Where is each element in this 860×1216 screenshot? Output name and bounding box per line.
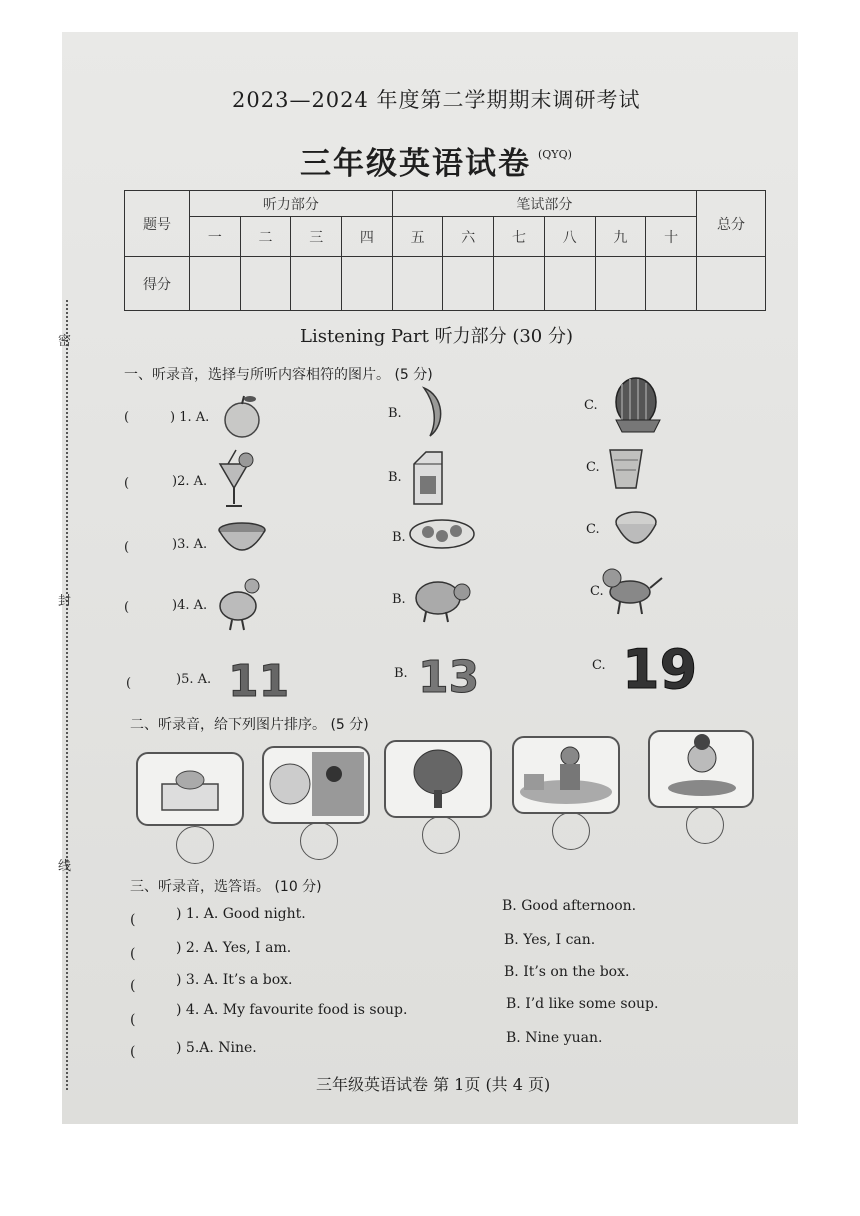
q4-option-a: ) 4. A. My favourite food is soup.	[176, 1002, 408, 1018]
score-cell[interactable]	[646, 257, 697, 311]
answer-paren: (	[130, 978, 136, 994]
answer-paren: (	[126, 676, 132, 691]
answer-paren: (	[130, 1012, 136, 1028]
answer-paren: (	[130, 946, 136, 962]
banana-picture[interactable]	[414, 384, 450, 440]
order-answer-circle[interactable]	[300, 822, 338, 860]
girl-eating-picture[interactable]	[648, 730, 754, 808]
score-cell[interactable]	[443, 257, 494, 311]
binding-label-3: 线	[58, 859, 72, 874]
soup-bowl-picture[interactable]	[216, 520, 268, 564]
section3-heading: 三、听录音，选答语。 (10 分)	[130, 879, 322, 895]
tree-picture[interactable]	[384, 740, 492, 818]
listening-part-heading: Listening Part 听力部分 (30 分)	[300, 326, 574, 347]
score-cell[interactable]	[494, 257, 545, 311]
q3-option-a: ) 3. A. It’s a box.	[176, 972, 293, 988]
answer-paren: (	[130, 1044, 136, 1060]
q1-b-label: B.	[388, 406, 402, 421]
binding-line	[66, 300, 74, 1090]
q4-label: )4. A.	[172, 598, 208, 613]
col-9: 九	[595, 217, 646, 257]
q3-b-label: B.	[392, 530, 406, 545]
order-answer-circle[interactable]	[422, 816, 460, 854]
q5-option-a: ) 5.A. Nine.	[176, 1040, 257, 1056]
exam-title: 2023—2024 年度第二学期期末调研考试	[232, 88, 641, 112]
q5-c-label: C.	[592, 658, 606, 673]
col-5: 五	[392, 217, 443, 257]
q2-c-label: C.	[586, 460, 600, 475]
section1-heading: 一、听录音，选择与所听内容相符的图片。 (5 分)	[124, 367, 433, 383]
number-19-picture[interactable]	[620, 632, 698, 701]
chicken-picture[interactable]	[214, 572, 264, 632]
cat-in-box-picture[interactable]	[136, 752, 244, 826]
q2-option-a: ) 2. A. Yes, I am.	[176, 940, 292, 956]
q4-c-label: C.	[590, 584, 604, 599]
total-score-cell[interactable]	[697, 257, 766, 311]
number-13-text: 13	[418, 652, 480, 703]
order-answer-circle[interactable]	[686, 806, 724, 844]
q4-b-label: B.	[392, 592, 406, 607]
score-cell[interactable]	[291, 257, 342, 311]
dog-picture[interactable]	[600, 562, 664, 616]
answer-paren: (	[130, 912, 136, 928]
total-label: 总分	[697, 191, 766, 257]
col-1: 一	[190, 217, 241, 257]
q3-option-b: B. It’s on the box.	[504, 964, 630, 980]
number-13-picture[interactable]	[416, 646, 480, 703]
answer-paren: (	[124, 410, 130, 425]
q1-option-a: ) 1. A. Good night.	[176, 906, 306, 922]
col-8: 八	[544, 217, 595, 257]
question-number-label: 题号	[125, 191, 190, 257]
face-food-picture[interactable]	[262, 746, 370, 824]
q3-c-label: C.	[586, 522, 600, 537]
watermelon-picture[interactable]	[608, 374, 666, 434]
q3-label: )3. A.	[172, 537, 208, 552]
col-10: 十	[646, 217, 697, 257]
score-table	[124, 190, 766, 311]
order-answer-circle[interactable]	[552, 812, 590, 850]
q4-option-b: B. I’d like some soup.	[506, 996, 659, 1012]
pig-picture[interactable]	[410, 574, 472, 624]
number-11-text: 11	[228, 656, 290, 707]
binding-label-2: 封	[58, 594, 72, 609]
q5-b-label: B.	[394, 666, 408, 681]
apple-picture[interactable]	[220, 392, 264, 440]
juice-picture[interactable]	[214, 448, 254, 510]
score-cell[interactable]	[595, 257, 646, 311]
score-cell[interactable]	[392, 257, 443, 311]
answer-paren: (	[124, 600, 130, 615]
page-footer: 三年级英语试卷 第 1页 (共 4 页)	[316, 1075, 551, 1094]
q2-label: )2. A.	[172, 474, 208, 489]
q2-b-label: B.	[388, 470, 402, 485]
col-6: 六	[443, 217, 494, 257]
q1-label: ) 1. A.	[170, 410, 210, 425]
section2-heading: 二、听录音，给下列图片排序。 (5 分)	[130, 717, 369, 733]
farm-picture[interactable]	[512, 736, 620, 814]
score-cell[interactable]	[342, 257, 393, 311]
listening-group-label: 听力部分	[190, 191, 393, 217]
score-cell[interactable]	[544, 257, 595, 311]
answer-paren: (	[124, 540, 130, 555]
q1-c-label: C.	[584, 398, 598, 413]
number-19-text: 19	[622, 638, 698, 701]
q2-option-b: B. Yes, I can.	[504, 932, 596, 948]
score-cell[interactable]	[190, 257, 241, 311]
order-answer-circle[interactable]	[176, 826, 214, 864]
answer-paren: (	[124, 476, 130, 491]
binding-label-1: 密	[58, 334, 72, 349]
tea-cup-picture[interactable]	[606, 444, 646, 492]
q1-option-b: B. Good afternoon.	[502, 898, 637, 914]
cookies-picture[interactable]	[408, 516, 476, 552]
col-7: 七	[494, 217, 545, 257]
rice-bowl-picture[interactable]	[612, 508, 660, 554]
col-2: 二	[240, 217, 291, 257]
q5-label: )5. A.	[176, 672, 212, 687]
paper-code: (QYQ)	[538, 148, 572, 161]
q5-option-b: B. Nine yuan.	[506, 1030, 603, 1046]
writing-group-label: 笔试部分	[392, 191, 696, 217]
col-4: 四	[342, 217, 393, 257]
score-row-label: 得分	[125, 257, 190, 311]
milk-carton-picture[interactable]	[410, 450, 446, 508]
paper-title: 三年级英语试卷	[300, 146, 531, 182]
score-cell[interactable]	[240, 257, 291, 311]
col-3: 三	[291, 217, 342, 257]
number-11-picture[interactable]	[226, 650, 290, 707]
